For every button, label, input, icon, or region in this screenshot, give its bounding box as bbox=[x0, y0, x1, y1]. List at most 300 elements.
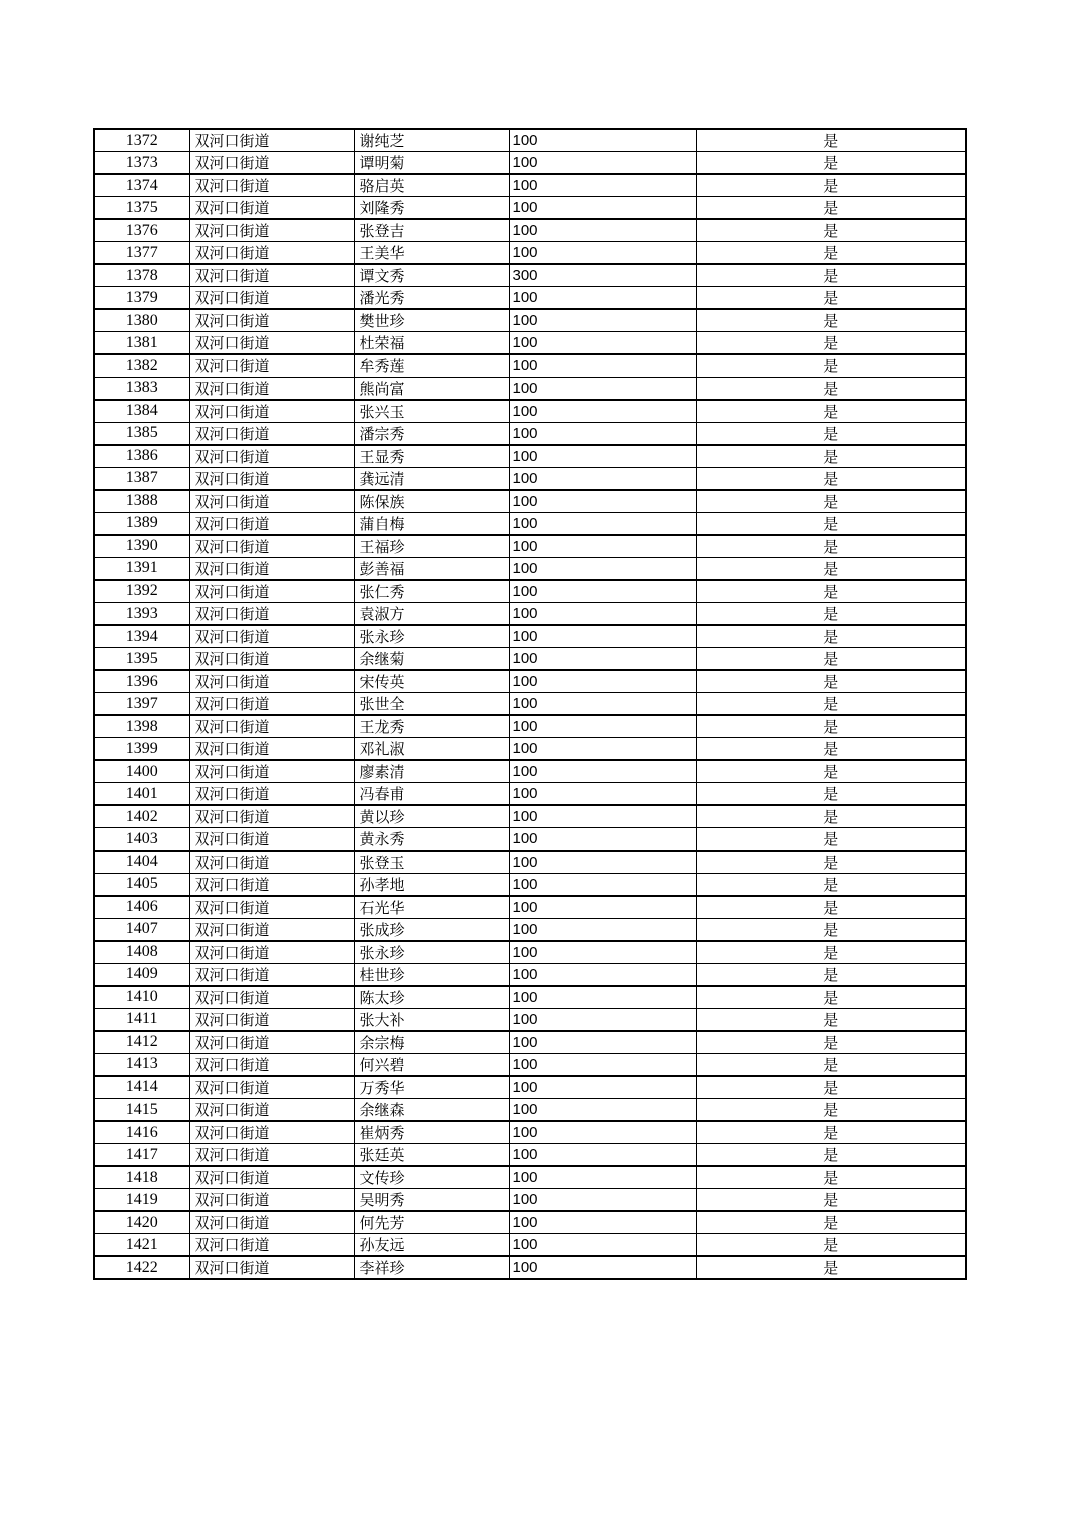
cell-street-name: 双河口街道 bbox=[189, 445, 354, 468]
cell-amount: 100 bbox=[509, 805, 696, 828]
table-row bbox=[94, 467, 966, 490]
cell-person-name: 孙友远 bbox=[354, 1234, 509, 1257]
cell-flag: 是 bbox=[696, 648, 966, 671]
cell-row-number: 1374 bbox=[94, 174, 189, 197]
table-row bbox=[94, 377, 966, 400]
cell-street-name: 双河口街道 bbox=[189, 625, 354, 648]
cell-street-name: 双河口街道 bbox=[189, 896, 354, 919]
cell-amount: 100 bbox=[509, 738, 696, 761]
cell-row-number: 1380 bbox=[94, 309, 189, 332]
cell-street-name: 双河口街道 bbox=[189, 490, 354, 513]
cell-row-number: 1413 bbox=[94, 1053, 189, 1076]
cell-street-name: 双河口街道 bbox=[189, 174, 354, 197]
cell-row-number: 1416 bbox=[94, 1121, 189, 1144]
cell-row-number: 1402 bbox=[94, 805, 189, 828]
cell-amount: 100 bbox=[509, 1121, 696, 1144]
cell-street-name: 双河口街道 bbox=[189, 1099, 354, 1122]
cell-amount: 100 bbox=[509, 1256, 696, 1279]
table-row bbox=[94, 1144, 966, 1167]
cell-street-name: 双河口街道 bbox=[189, 400, 354, 423]
cell-person-name: 张成珍 bbox=[354, 918, 509, 941]
cell-row-number: 1393 bbox=[94, 602, 189, 625]
table-row bbox=[94, 670, 966, 693]
cell-amount: 100 bbox=[509, 309, 696, 332]
cell-row-number: 1420 bbox=[94, 1211, 189, 1234]
cell-flag: 是 bbox=[696, 760, 966, 783]
cell-amount: 100 bbox=[509, 828, 696, 851]
cell-row-number: 1375 bbox=[94, 197, 189, 220]
cell-person-name: 黄以珍 bbox=[354, 805, 509, 828]
table-row bbox=[94, 1211, 966, 1234]
table-row bbox=[94, 918, 966, 941]
cell-street-name: 双河口街道 bbox=[189, 693, 354, 716]
cell-amount: 100 bbox=[509, 760, 696, 783]
cell-person-name: 熊尚富 bbox=[354, 377, 509, 400]
cell-street-name: 双河口街道 bbox=[189, 287, 354, 310]
cell-flag: 是 bbox=[696, 400, 966, 423]
cell-flag: 是 bbox=[696, 941, 966, 964]
table-row bbox=[94, 873, 966, 896]
cell-flag: 是 bbox=[696, 490, 966, 513]
cell-flag: 是 bbox=[696, 264, 966, 287]
cell-street-name: 双河口街道 bbox=[189, 1166, 354, 1189]
cell-row-number: 1411 bbox=[94, 1008, 189, 1031]
cell-street-name: 双河口街道 bbox=[189, 309, 354, 332]
cell-amount: 100 bbox=[509, 377, 696, 400]
cell-person-name: 宋传英 bbox=[354, 670, 509, 693]
cell-flag: 是 bbox=[696, 783, 966, 806]
cell-street-name: 双河口街道 bbox=[189, 670, 354, 693]
table-row bbox=[94, 152, 966, 175]
cell-amount: 100 bbox=[509, 783, 696, 806]
table-row bbox=[94, 309, 966, 332]
cell-street-name: 双河口街道 bbox=[189, 1031, 354, 1054]
cell-street-name: 双河口街道 bbox=[189, 1256, 354, 1279]
table-row bbox=[94, 602, 966, 625]
cell-row-number: 1387 bbox=[94, 467, 189, 490]
table-row bbox=[94, 851, 966, 874]
cell-flag: 是 bbox=[696, 467, 966, 490]
cell-amount: 100 bbox=[509, 1076, 696, 1099]
cell-row-number: 1412 bbox=[94, 1031, 189, 1054]
cell-amount: 100 bbox=[509, 197, 696, 220]
table-row bbox=[94, 197, 966, 220]
cell-amount: 100 bbox=[509, 1166, 696, 1189]
cell-row-number: 1397 bbox=[94, 693, 189, 716]
cell-flag: 是 bbox=[696, 152, 966, 175]
table-row bbox=[94, 512, 966, 535]
cell-street-name: 双河口街道 bbox=[189, 377, 354, 400]
table-row bbox=[94, 445, 966, 468]
cell-flag: 是 bbox=[696, 332, 966, 355]
table-row bbox=[94, 354, 966, 377]
cell-amount: 100 bbox=[509, 1008, 696, 1031]
cell-amount: 100 bbox=[509, 1031, 696, 1054]
table-row bbox=[94, 1189, 966, 1212]
cell-row-number: 1418 bbox=[94, 1166, 189, 1189]
cell-street-name: 双河口街道 bbox=[189, 580, 354, 603]
cell-row-number: 1381 bbox=[94, 332, 189, 355]
cell-person-name: 牟秀莲 bbox=[354, 354, 509, 377]
cell-amount: 100 bbox=[509, 1099, 696, 1122]
cell-person-name: 石光华 bbox=[354, 896, 509, 919]
cell-amount: 100 bbox=[509, 670, 696, 693]
cell-row-number: 1398 bbox=[94, 715, 189, 738]
cell-person-name: 王龙秀 bbox=[354, 715, 509, 738]
cell-street-name: 双河口街道 bbox=[189, 512, 354, 535]
cell-flag: 是 bbox=[696, 535, 966, 558]
table-row bbox=[94, 422, 966, 445]
cell-flag: 是 bbox=[696, 445, 966, 468]
cell-flag: 是 bbox=[696, 580, 966, 603]
cell-street-name: 双河口街道 bbox=[189, 738, 354, 761]
cell-row-number: 1421 bbox=[94, 1234, 189, 1257]
cell-row-number: 1404 bbox=[94, 851, 189, 874]
cell-flag: 是 bbox=[696, 422, 966, 445]
cell-person-name: 袁淑方 bbox=[354, 602, 509, 625]
cell-amount: 100 bbox=[509, 219, 696, 242]
cell-person-name: 孙孝地 bbox=[354, 873, 509, 896]
cell-row-number: 1407 bbox=[94, 918, 189, 941]
cell-flag: 是 bbox=[696, 309, 966, 332]
cell-person-name: 余继森 bbox=[354, 1099, 509, 1122]
cell-row-number: 1384 bbox=[94, 400, 189, 423]
cell-amount: 100 bbox=[509, 918, 696, 941]
table-row bbox=[94, 332, 966, 355]
table-row bbox=[94, 693, 966, 716]
cell-flag: 是 bbox=[696, 963, 966, 986]
cell-person-name: 陈太珍 bbox=[354, 986, 509, 1009]
cell-row-number: 1379 bbox=[94, 287, 189, 310]
cell-person-name: 余宗梅 bbox=[354, 1031, 509, 1054]
cell-street-name: 双河口街道 bbox=[189, 197, 354, 220]
cell-flag: 是 bbox=[696, 512, 966, 535]
cell-flag: 是 bbox=[696, 1031, 966, 1054]
cell-street-name: 双河口街道 bbox=[189, 535, 354, 558]
cell-row-number: 1409 bbox=[94, 963, 189, 986]
cell-person-name: 王美华 bbox=[354, 242, 509, 265]
cell-row-number: 1372 bbox=[94, 129, 189, 152]
cell-amount: 100 bbox=[509, 332, 696, 355]
cell-person-name: 潘宗秀 bbox=[354, 422, 509, 445]
cell-amount: 100 bbox=[509, 422, 696, 445]
cell-person-name: 吴明秀 bbox=[354, 1189, 509, 1212]
cell-street-name: 双河口街道 bbox=[189, 873, 354, 896]
cell-row-number: 1403 bbox=[94, 828, 189, 851]
cell-street-name: 双河口街道 bbox=[189, 963, 354, 986]
cell-row-number: 1419 bbox=[94, 1189, 189, 1212]
cell-flag: 是 bbox=[696, 287, 966, 310]
cell-street-name: 双河口街道 bbox=[189, 851, 354, 874]
cell-street-name: 双河口街道 bbox=[189, 1189, 354, 1212]
cell-person-name: 谭文秀 bbox=[354, 264, 509, 287]
cell-flag: 是 bbox=[696, 1234, 966, 1257]
cell-amount: 100 bbox=[509, 1211, 696, 1234]
cell-flag: 是 bbox=[696, 738, 966, 761]
cell-person-name: 王显秀 bbox=[354, 445, 509, 468]
cell-street-name: 双河口街道 bbox=[189, 828, 354, 851]
cell-person-name: 张登吉 bbox=[354, 219, 509, 242]
cell-amount: 100 bbox=[509, 490, 696, 513]
cell-person-name: 廖素清 bbox=[354, 760, 509, 783]
cell-street-name: 双河口街道 bbox=[189, 467, 354, 490]
cell-person-name: 杜荣福 bbox=[354, 332, 509, 355]
table-row bbox=[94, 1121, 966, 1144]
table-row bbox=[94, 963, 966, 986]
cell-row-number: 1399 bbox=[94, 738, 189, 761]
cell-flag: 是 bbox=[696, 129, 966, 152]
cell-flag: 是 bbox=[696, 1076, 966, 1099]
cell-person-name: 刘隆秀 bbox=[354, 197, 509, 220]
cell-row-number: 1415 bbox=[94, 1099, 189, 1122]
table-row bbox=[94, 648, 966, 671]
cell-amount: 100 bbox=[509, 1144, 696, 1167]
cell-street-name: 双河口街道 bbox=[189, 242, 354, 265]
cell-street-name: 双河口街道 bbox=[189, 648, 354, 671]
cell-flag: 是 bbox=[696, 851, 966, 874]
cell-amount: 100 bbox=[509, 715, 696, 738]
cell-person-name: 张世全 bbox=[354, 693, 509, 716]
cell-amount: 100 bbox=[509, 1234, 696, 1257]
cell-street-name: 双河口街道 bbox=[189, 941, 354, 964]
table-row bbox=[94, 625, 966, 648]
cell-person-name: 冯春甫 bbox=[354, 783, 509, 806]
cell-flag: 是 bbox=[696, 1189, 966, 1212]
cell-amount: 100 bbox=[509, 129, 696, 152]
table-row bbox=[94, 783, 966, 806]
cell-person-name: 张廷英 bbox=[354, 1144, 509, 1167]
cell-person-name: 万秀华 bbox=[354, 1076, 509, 1099]
cell-amount: 100 bbox=[509, 287, 696, 310]
cell-row-number: 1417 bbox=[94, 1144, 189, 1167]
table-row bbox=[94, 896, 966, 919]
cell-row-number: 1396 bbox=[94, 670, 189, 693]
cell-person-name: 崔炳秀 bbox=[354, 1121, 509, 1144]
cell-amount: 100 bbox=[509, 400, 696, 423]
cell-person-name: 彭善福 bbox=[354, 557, 509, 580]
cell-person-name: 潘光秀 bbox=[354, 287, 509, 310]
records-table-body bbox=[94, 129, 966, 1279]
cell-street-name: 双河口街道 bbox=[189, 1234, 354, 1257]
cell-row-number: 1391 bbox=[94, 557, 189, 580]
cell-flag: 是 bbox=[696, 354, 966, 377]
cell-flag: 是 bbox=[696, 377, 966, 400]
cell-person-name: 谢纯芝 bbox=[354, 129, 509, 152]
cell-row-number: 1400 bbox=[94, 760, 189, 783]
table-row bbox=[94, 1166, 966, 1189]
cell-person-name: 陈保族 bbox=[354, 490, 509, 513]
cell-amount: 100 bbox=[509, 152, 696, 175]
table-row bbox=[94, 805, 966, 828]
cell-person-name: 桂世珍 bbox=[354, 963, 509, 986]
cell-flag: 是 bbox=[696, 1211, 966, 1234]
cell-street-name: 双河口街道 bbox=[189, 715, 354, 738]
cell-amount: 100 bbox=[509, 941, 696, 964]
cell-flag: 是 bbox=[696, 918, 966, 941]
cell-street-name: 双河口街道 bbox=[189, 602, 354, 625]
table-row bbox=[94, 1008, 966, 1031]
cell-row-number: 1373 bbox=[94, 152, 189, 175]
table-row bbox=[94, 1031, 966, 1054]
cell-person-name: 余继菊 bbox=[354, 648, 509, 671]
cell-row-number: 1406 bbox=[94, 896, 189, 919]
cell-amount: 100 bbox=[509, 580, 696, 603]
cell-street-name: 双河口街道 bbox=[189, 152, 354, 175]
cell-flag: 是 bbox=[696, 986, 966, 1009]
cell-person-name: 文传珍 bbox=[354, 1166, 509, 1189]
cell-flag: 是 bbox=[696, 1256, 966, 1279]
cell-street-name: 双河口街道 bbox=[189, 805, 354, 828]
cell-flag: 是 bbox=[696, 1121, 966, 1144]
cell-person-name: 何兴碧 bbox=[354, 1053, 509, 1076]
table-row bbox=[94, 1099, 966, 1122]
cell-amount: 100 bbox=[509, 242, 696, 265]
table-row bbox=[94, 941, 966, 964]
cell-amount: 100 bbox=[509, 602, 696, 625]
table-row bbox=[94, 490, 966, 513]
table-row bbox=[94, 129, 966, 152]
cell-person-name: 张永珍 bbox=[354, 941, 509, 964]
cell-row-number: 1382 bbox=[94, 354, 189, 377]
table-row bbox=[94, 738, 966, 761]
cell-row-number: 1385 bbox=[94, 422, 189, 445]
cell-flag: 是 bbox=[696, 828, 966, 851]
cell-person-name: 谭明菊 bbox=[354, 152, 509, 175]
cell-flag: 是 bbox=[696, 625, 966, 648]
cell-flag: 是 bbox=[696, 242, 966, 265]
cell-row-number: 1389 bbox=[94, 512, 189, 535]
cell-row-number: 1422 bbox=[94, 1256, 189, 1279]
cell-person-name: 张兴玉 bbox=[354, 400, 509, 423]
cell-row-number: 1386 bbox=[94, 445, 189, 468]
cell-flag: 是 bbox=[696, 670, 966, 693]
table-row bbox=[94, 242, 966, 265]
cell-street-name: 双河口街道 bbox=[189, 783, 354, 806]
cell-flag: 是 bbox=[696, 1099, 966, 1122]
cell-row-number: 1414 bbox=[94, 1076, 189, 1099]
cell-person-name: 张登玉 bbox=[354, 851, 509, 874]
cell-amount: 100 bbox=[509, 467, 696, 490]
table-row bbox=[94, 174, 966, 197]
table-row bbox=[94, 400, 966, 423]
cell-amount: 100 bbox=[509, 986, 696, 1009]
table-row bbox=[94, 287, 966, 310]
cell-street-name: 双河口街道 bbox=[189, 1144, 354, 1167]
cell-amount: 100 bbox=[509, 174, 696, 197]
cell-person-name: 骆启英 bbox=[354, 174, 509, 197]
table-row bbox=[94, 580, 966, 603]
records-table bbox=[93, 128, 967, 1280]
cell-row-number: 1392 bbox=[94, 580, 189, 603]
cell-amount: 100 bbox=[509, 512, 696, 535]
cell-flag: 是 bbox=[696, 1166, 966, 1189]
cell-street-name: 双河口街道 bbox=[189, 1076, 354, 1099]
cell-flag: 是 bbox=[696, 557, 966, 580]
cell-person-name: 张大补 bbox=[354, 1008, 509, 1031]
cell-person-name: 王福珍 bbox=[354, 535, 509, 558]
cell-row-number: 1377 bbox=[94, 242, 189, 265]
table-row bbox=[94, 535, 966, 558]
cell-flag: 是 bbox=[696, 896, 966, 919]
cell-row-number: 1401 bbox=[94, 783, 189, 806]
cell-street-name: 双河口街道 bbox=[189, 264, 354, 287]
table-row bbox=[94, 986, 966, 1009]
cell-flag: 是 bbox=[696, 1053, 966, 1076]
cell-row-number: 1394 bbox=[94, 625, 189, 648]
cell-amount: 100 bbox=[509, 625, 696, 648]
cell-flag: 是 bbox=[696, 602, 966, 625]
cell-amount: 100 bbox=[509, 445, 696, 468]
cell-street-name: 双河口街道 bbox=[189, 760, 354, 783]
table-row bbox=[94, 219, 966, 242]
cell-row-number: 1388 bbox=[94, 490, 189, 513]
cell-amount: 100 bbox=[509, 557, 696, 580]
cell-amount: 100 bbox=[509, 648, 696, 671]
table-row bbox=[94, 1053, 966, 1076]
cell-row-number: 1395 bbox=[94, 648, 189, 671]
cell-person-name: 樊世珍 bbox=[354, 309, 509, 332]
cell-street-name: 双河口街道 bbox=[189, 1211, 354, 1234]
table-row bbox=[94, 760, 966, 783]
cell-flag: 是 bbox=[696, 873, 966, 896]
cell-amount: 100 bbox=[509, 1053, 696, 1076]
cell-person-name: 何先芳 bbox=[354, 1211, 509, 1234]
table-row bbox=[94, 1076, 966, 1099]
table-row bbox=[94, 1234, 966, 1257]
cell-row-number: 1383 bbox=[94, 377, 189, 400]
table-row bbox=[94, 264, 966, 287]
cell-flag: 是 bbox=[696, 805, 966, 828]
cell-row-number: 1376 bbox=[94, 219, 189, 242]
cell-row-number: 1408 bbox=[94, 941, 189, 964]
cell-person-name: 李祥珍 bbox=[354, 1256, 509, 1279]
cell-person-name: 黄永秀 bbox=[354, 828, 509, 851]
cell-person-name: 张永珍 bbox=[354, 625, 509, 648]
cell-amount: 100 bbox=[509, 963, 696, 986]
cell-row-number: 1405 bbox=[94, 873, 189, 896]
table-row bbox=[94, 557, 966, 580]
cell-person-name: 张仁秀 bbox=[354, 580, 509, 603]
cell-amount: 100 bbox=[509, 693, 696, 716]
cell-street-name: 双河口街道 bbox=[189, 422, 354, 445]
cell-amount: 100 bbox=[509, 354, 696, 377]
cell-flag: 是 bbox=[696, 174, 966, 197]
cell-street-name: 双河口街道 bbox=[189, 918, 354, 941]
cell-street-name: 双河口街道 bbox=[189, 129, 354, 152]
cell-flag: 是 bbox=[696, 219, 966, 242]
cell-amount: 100 bbox=[509, 851, 696, 874]
cell-amount: 100 bbox=[509, 896, 696, 919]
cell-flag: 是 bbox=[696, 715, 966, 738]
cell-person-name: 蒲自梅 bbox=[354, 512, 509, 535]
cell-street-name: 双河口街道 bbox=[189, 1053, 354, 1076]
cell-amount: 100 bbox=[509, 873, 696, 896]
cell-street-name: 双河口街道 bbox=[189, 1008, 354, 1031]
cell-person-name: 邓礼淑 bbox=[354, 738, 509, 761]
cell-street-name: 双河口街道 bbox=[189, 557, 354, 580]
cell-street-name: 双河口街道 bbox=[189, 354, 354, 377]
cell-street-name: 双河口街道 bbox=[189, 219, 354, 242]
cell-flag: 是 bbox=[696, 1008, 966, 1031]
cell-flag: 是 bbox=[696, 693, 966, 716]
cell-flag: 是 bbox=[696, 197, 966, 220]
cell-row-number: 1378 bbox=[94, 264, 189, 287]
cell-row-number: 1410 bbox=[94, 986, 189, 1009]
table-row bbox=[94, 1256, 966, 1279]
table-row bbox=[94, 828, 966, 851]
cell-street-name: 双河口街道 bbox=[189, 986, 354, 1009]
cell-flag: 是 bbox=[696, 1144, 966, 1167]
